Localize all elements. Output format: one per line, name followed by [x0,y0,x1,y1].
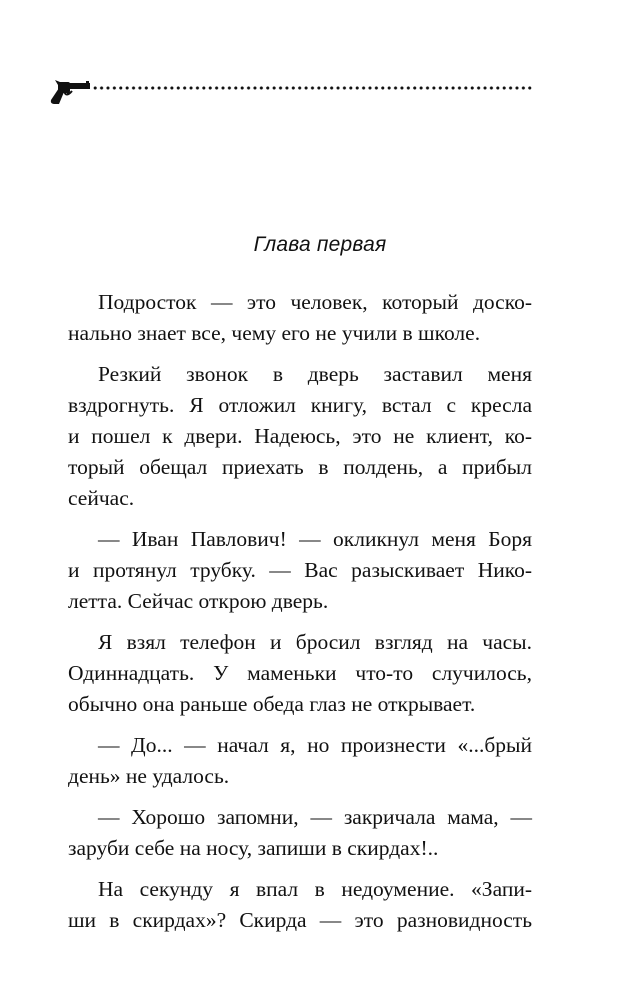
body-text [68,287,532,946]
text-line: На секунду я впал в недоумение. «Запи- [98,877,532,901]
text-line: вздрогнуть. Я отложил книгу, встал с кресла [68,393,532,417]
text-line: — До... — начал я, но произнести «...брый [98,733,532,757]
text-line: Одиннадцать. У маменьки что-то случилось, [68,661,532,685]
header-ornament [46,76,536,106]
text-line: и пошел к двери. Надеюсь, это не клиент, ко- [68,424,532,448]
paragraph [68,359,532,514]
paragraph [68,730,532,792]
text-line: и протянул трубку. — Вас разыскивает Нико- [68,558,532,582]
text-line: день» не удалось. [68,764,230,788]
text-line: сейчас. [68,486,135,510]
text-line: Резкий звонок в дверь заставил меня [98,362,532,386]
text-line: Подросток — это человек, который доско- [98,290,532,314]
revolver-icon [46,76,94,106]
text-line: торый обещал приехать в полдень, а прибыл [68,455,532,479]
text-line: обычно она раньше обеда глаз не открывает. [68,692,476,716]
text-line: Я взял телефон и бросил взгляд на часы. [98,630,532,654]
text-line: нально знает все, чему его не учили в школе. [68,321,481,345]
text-line: — Иван Павлович! — окликнул меня Боря [98,527,532,551]
chapter-title: Глава первая [253,233,387,256]
paragraph [68,874,532,936]
text-line: — Хорошо запомни, — закричала мама, — [98,805,532,829]
paragraph [68,627,532,720]
paragraph [68,524,532,617]
dotted-rule [92,86,532,90]
text-line: летта. Сейчас открою дверь. [68,589,329,613]
text-line: заруби себе на носу, запиши в скирдах!.. [68,836,439,860]
paragraph [68,287,532,349]
text-line: ши в скирдах»? Скирда — это разновидность [68,908,532,932]
paragraph [68,802,532,864]
